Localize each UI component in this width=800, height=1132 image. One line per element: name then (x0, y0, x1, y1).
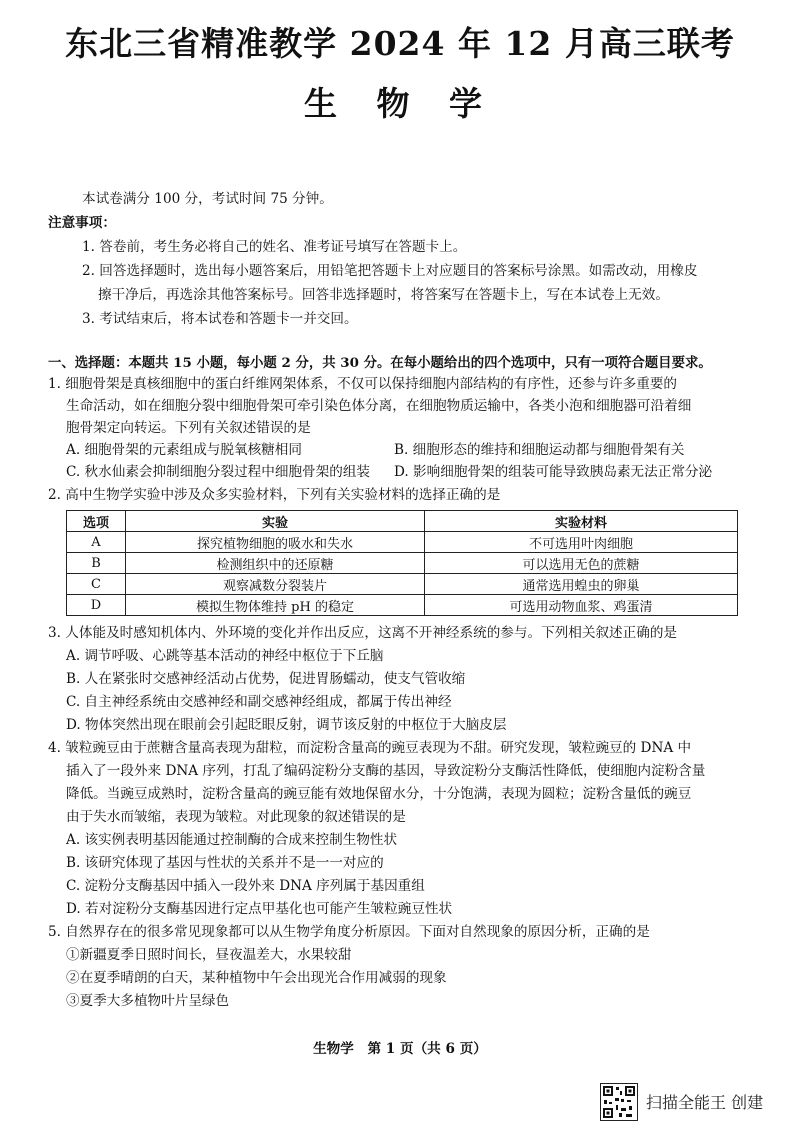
page-footer: 生物学 第 1 页（共 6 页） (313, 1041, 487, 1057)
table-cell: D (67, 595, 126, 616)
table-header: 实验材料 (425, 511, 738, 532)
q1-option-a: A. 细胞骨架的元素组成与脱氧核糖相同 (66, 442, 302, 458)
note-line: 擦干净后，再选涂其他答案标号。回答非选择题时，将答案写在答题卡上，写在本试卷上无效。 (98, 287, 669, 303)
table-cell: 通常选用蝗虫的卵巢 (425, 574, 738, 595)
q3-stem: 3. 人体能及时感知机体内、外环境的变化并作出反应，这离不开神经系统的参与。下列相关叙述正确的是 (48, 625, 678, 641)
q5-item: ②在夏季晴朗的白天，某种植物中午会出现光合作用减弱的现象 (66, 970, 447, 986)
note-line: 3. 考试结束后，将本试卷和答题卡一并交回。 (82, 311, 358, 327)
q4-line: 4. 皱粒豌豆由于蔗糖含量高表现为甜粒，而淀粉含量高的豌豆表现为不甜。研究发现，皱粒豌豆的 DNA 中 (48, 740, 692, 756)
note-line: 2. 回答选择题时，选出每小题答案后，用铅笔把答题卡上对应题目的答案标号涂黑。如需改动，用橡皮 (82, 263, 698, 279)
q5-item: ①新疆夏季日照时间长，昼夜温差大，水果较甜 (66, 947, 352, 963)
exam-title: 东北三省精准教学 2024 年 12 月高三联考 (65, 24, 735, 63)
table-cell: 检测组织中的还原糖 (126, 553, 425, 574)
table-cell: 不可选用叶肉细胞 (425, 532, 738, 553)
notice-label: 注意事项： (48, 215, 116, 231)
q3-option-b: B. 人在紧张时交感神经活动占优势，促进胃肠蠕动，使支气管收缩 (66, 671, 466, 687)
table-cell: 可选用动物血浆、鸡蛋清 (425, 595, 738, 616)
q5-item: ③夏季大多植物叶片呈绿色 (66, 993, 230, 1009)
table-cell: 模拟生物体维持 pH 的稳定 (126, 595, 425, 616)
q3-option-a: A. 调节呼吸、心跳等基本活动的神经中枢位于下丘脑 (66, 648, 384, 664)
table-cell: C (67, 574, 126, 595)
q1-line: 胞骨架定向转运。下列有关叙述错误的是 (66, 420, 311, 436)
table-cell: A (67, 532, 126, 553)
table-row (67, 595, 738, 616)
table-cell: B (67, 553, 126, 574)
q4-line: 插入了一段外来 DNA 序列，打乱了编码淀粉分支酶的基因，导致淀粉分支酶活性降低，使细胞内淀粉含量 (66, 763, 706, 779)
q3-option-c: C. 自主神经系统由交感神经和副交感神经组成，都属于传出神经 (66, 694, 452, 710)
q3-option-d: D. 物体突然出现在眼前会引起眨眼反射，调节该反射的中枢位于大脑皮层 (66, 717, 507, 733)
q4-line: 由于失水而皱缩，表现为皱粒。对此现象的叙述错误的是 (66, 809, 406, 825)
table-row (67, 532, 738, 553)
q5-stem: 5. 自然界存在的很多常见现象都可以从生物学角度分析原因。下面对自然现象的原因分析，正确的是 (48, 924, 650, 940)
table-row (67, 574, 738, 595)
score-line: 本试卷满分 100 分，考试时间 75 分钟。 (82, 191, 333, 207)
table-header: 实验 (126, 511, 425, 532)
q2-stem: 2. 高中生物学实验中涉及众多实验材料，下列有关实验材料的选择正确的是 (48, 487, 501, 503)
table-cell: 观察减数分裂装片 (126, 574, 425, 595)
q4-option-a: A. 该实例表明基因能通过控制酶的合成来控制生物性状 (66, 832, 398, 848)
q4-option-d: D. 若对淀粉分支酶基因进行定点甲基化也可能产生皱粒豌豆性状 (66, 901, 453, 917)
table-header: 选项 (67, 511, 126, 532)
table-header-row (67, 511, 738, 532)
note-line: 1. 答卷前，考生务必将自己的姓名、准考证号填写在答题卡上。 (82, 239, 467, 255)
table-row (67, 553, 738, 574)
q1-option-d: D. 影响细胞骨架的组装可能导致胰岛素无法正常分泌 (394, 464, 713, 480)
table-cell: 可以选用无色的蔗糖 (425, 553, 738, 574)
watermark-text: 扫描全能王 创建 (646, 1093, 764, 1112)
q1-line: 1. 细胞骨架是真核细胞中的蛋白纤维网架体系，不仅可以保持细胞内部结构的有序性，还参与许多重要的 (48, 376, 678, 392)
table-cell: 探究植物细胞的吸水和失水 (126, 532, 425, 553)
qr-code-icon (600, 1083, 638, 1121)
experiment-table (66, 510, 738, 616)
section-heading: 一、选择题：本题共 15 小题，每小题 2 分，共 30 分。在每小题给出的四个选项中，只有一项符合题目要求。 (48, 355, 712, 371)
q1-line: 生命活动，如在细胞分裂中细胞骨架可牵引染色体分离，在细胞物质运输中，各类小泡和细胞器可沿着细 (66, 398, 692, 414)
q4-option-b: B. 该研究体现了基因与性状的关系并不是一一对应的 (66, 855, 384, 871)
q1-option-c: C. 秋水仙素会抑制细胞分裂过程中细胞骨架的组装 (66, 464, 371, 480)
q4-option-c: C. 淀粉分支酶基因中插入一段外来 DNA 序列属于基因重组 (66, 878, 425, 894)
q1-option-b: B. 细胞形态的维持和细胞运动都与细胞骨架有关 (394, 442, 685, 458)
subject-title: 生 物 学 (304, 84, 496, 123)
q4-line: 降低。当豌豆成熟时，淀粉含量高的豌豆能有效地保留水分，十分饱满，表现为圆粒；淀粉含量低的豌豆 (66, 786, 692, 802)
